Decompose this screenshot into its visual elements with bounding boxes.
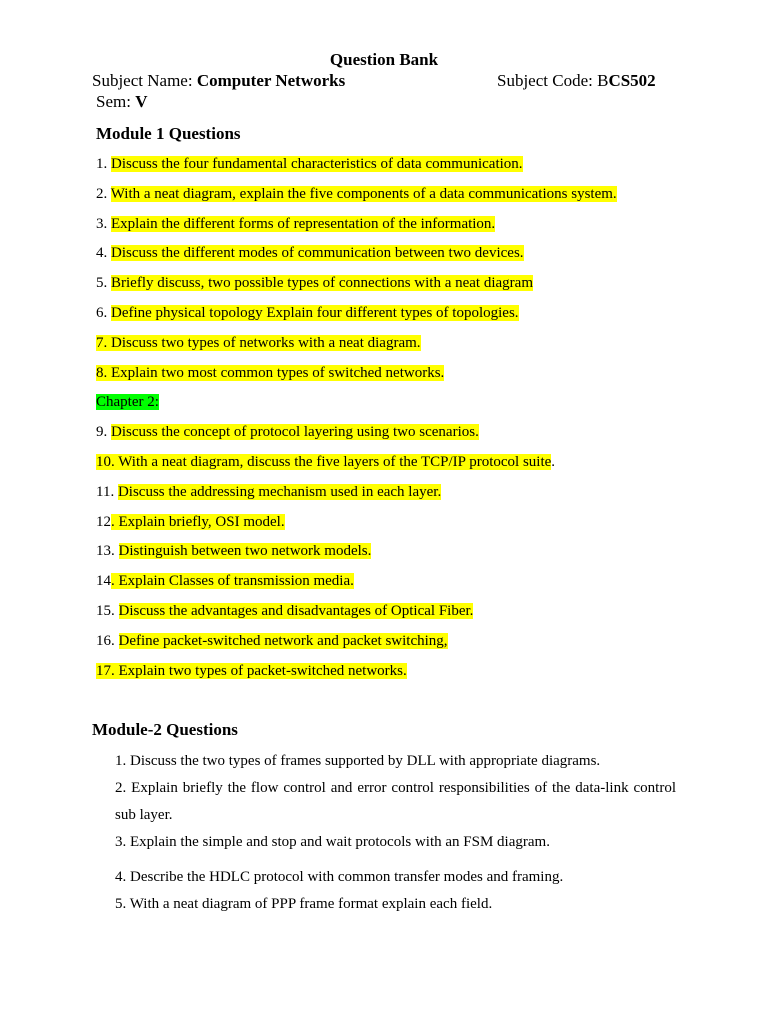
question-number: 14 — [96, 573, 111, 590]
chapter-heading: Chapter 2: — [96, 394, 159, 411]
question-number: 15. — [96, 602, 119, 619]
module-2-heading: Module-2 Questions — [92, 720, 238, 739]
list-item: 4. Describe the HDLC protocol with common transfer modes and framing. — [115, 869, 564, 885]
list-item — [96, 601, 617, 631]
subject-name-line — [92, 71, 345, 91]
question-text: . Explain briefly, OSI model. — [111, 513, 285, 530]
question-text: Briefly discuss, two possible types of connections with a neat diagram — [111, 275, 533, 292]
list-item — [96, 273, 617, 303]
question-number: 16. — [96, 632, 119, 649]
question-text: 7. Discuss two types of networks with a neat diagram. — [96, 334, 421, 351]
question-text: Explain the different forms of representation of the information. — [111, 215, 496, 232]
question-text: 17. Explain two types of packet-switched networks. — [96, 662, 407, 679]
semester-label: Sem: — [96, 92, 136, 111]
question-number: 4. — [96, 245, 111, 262]
list-item: 5. With a neat diagram of PPP frame format explain each field. — [115, 896, 493, 912]
list-item — [96, 482, 617, 512]
question-suffix: . — [551, 453, 556, 470]
list-item — [96, 452, 617, 482]
question-text: Define physical topology Explain four different types of topologies. — [111, 304, 519, 321]
module-1-question-list — [96, 154, 617, 690]
question-text: Discuss the concept of protocol layering using two scenarios. — [111, 424, 479, 441]
question-text: 8. Explain two most common types of switched networks. — [96, 364, 445, 381]
question-text: . Explain Classes of transmission media. — [111, 573, 354, 590]
question-number: 2. — [96, 185, 111, 202]
list-item — [96, 363, 617, 393]
question-number: 5. — [96, 275, 111, 292]
question-text: Distinguish between two network models. — [118, 543, 372, 560]
list-item — [96, 422, 617, 452]
question-number: 3. — [96, 215, 111, 232]
list-item — [96, 512, 617, 542]
list-item — [96, 243, 617, 273]
list-item — [96, 154, 617, 184]
list-item — [96, 631, 617, 661]
semester-value: V — [135, 92, 148, 111]
list-item — [96, 541, 617, 571]
question-text: Discuss the addressing mechanism used in each layer. — [117, 483, 442, 500]
subject-name-label: Subject Name: — [92, 71, 197, 90]
page-title: Question Bank — [329, 50, 439, 69]
chapter-label — [96, 392, 617, 422]
list-item — [96, 571, 617, 601]
subject-code-label: Subject Code: B — [497, 71, 609, 90]
question-text: 10. With a neat diagram, discuss the five layers of the TCP/IP protocol suite — [96, 453, 552, 470]
question-number: 1. — [96, 156, 111, 172]
subject-code-line — [497, 71, 656, 91]
list-item: 3. Explain the simple and stop and wait protocols with an FSM diagram. — [115, 834, 550, 850]
list-item: 2. Explain briefly the flow control and error control responsibilities of the data-link control sub layer. — [115, 780, 676, 823]
question-text: With a neat diagram, explain the five components of a data communications system. — [110, 185, 617, 202]
semester-line — [96, 92, 147, 112]
question-number: 12 — [96, 513, 111, 530]
question-number: 11. — [96, 483, 118, 500]
list-item — [96, 661, 617, 691]
question-text: Define packet-switched network and packet switching, — [118, 632, 448, 649]
list-item — [96, 303, 617, 333]
question-text: Discuss the advantages and disadvantages of Optical Fiber. — [118, 602, 474, 619]
question-text: Discuss the four fundamental characteristics of data communication. — [111, 156, 523, 172]
question-text: Discuss the different modes of communication between two devices. — [111, 245, 524, 262]
question-number: 13. — [96, 543, 119, 560]
question-number: 9. — [96, 424, 111, 441]
subject-code-value: CS502 — [608, 71, 656, 90]
list-item — [96, 184, 617, 214]
list-item: 1. Discuss the two types of frames supported by DLL with appropriate diagrams. — [115, 753, 601, 769]
list-item — [96, 333, 617, 363]
list-item — [96, 214, 617, 244]
module-2-question-list — [115, 748, 676, 918]
subject-name-value: Computer Networks — [196, 71, 346, 90]
module-1-heading: Module 1 Questions — [96, 124, 241, 143]
question-number: 6. — [96, 304, 111, 321]
